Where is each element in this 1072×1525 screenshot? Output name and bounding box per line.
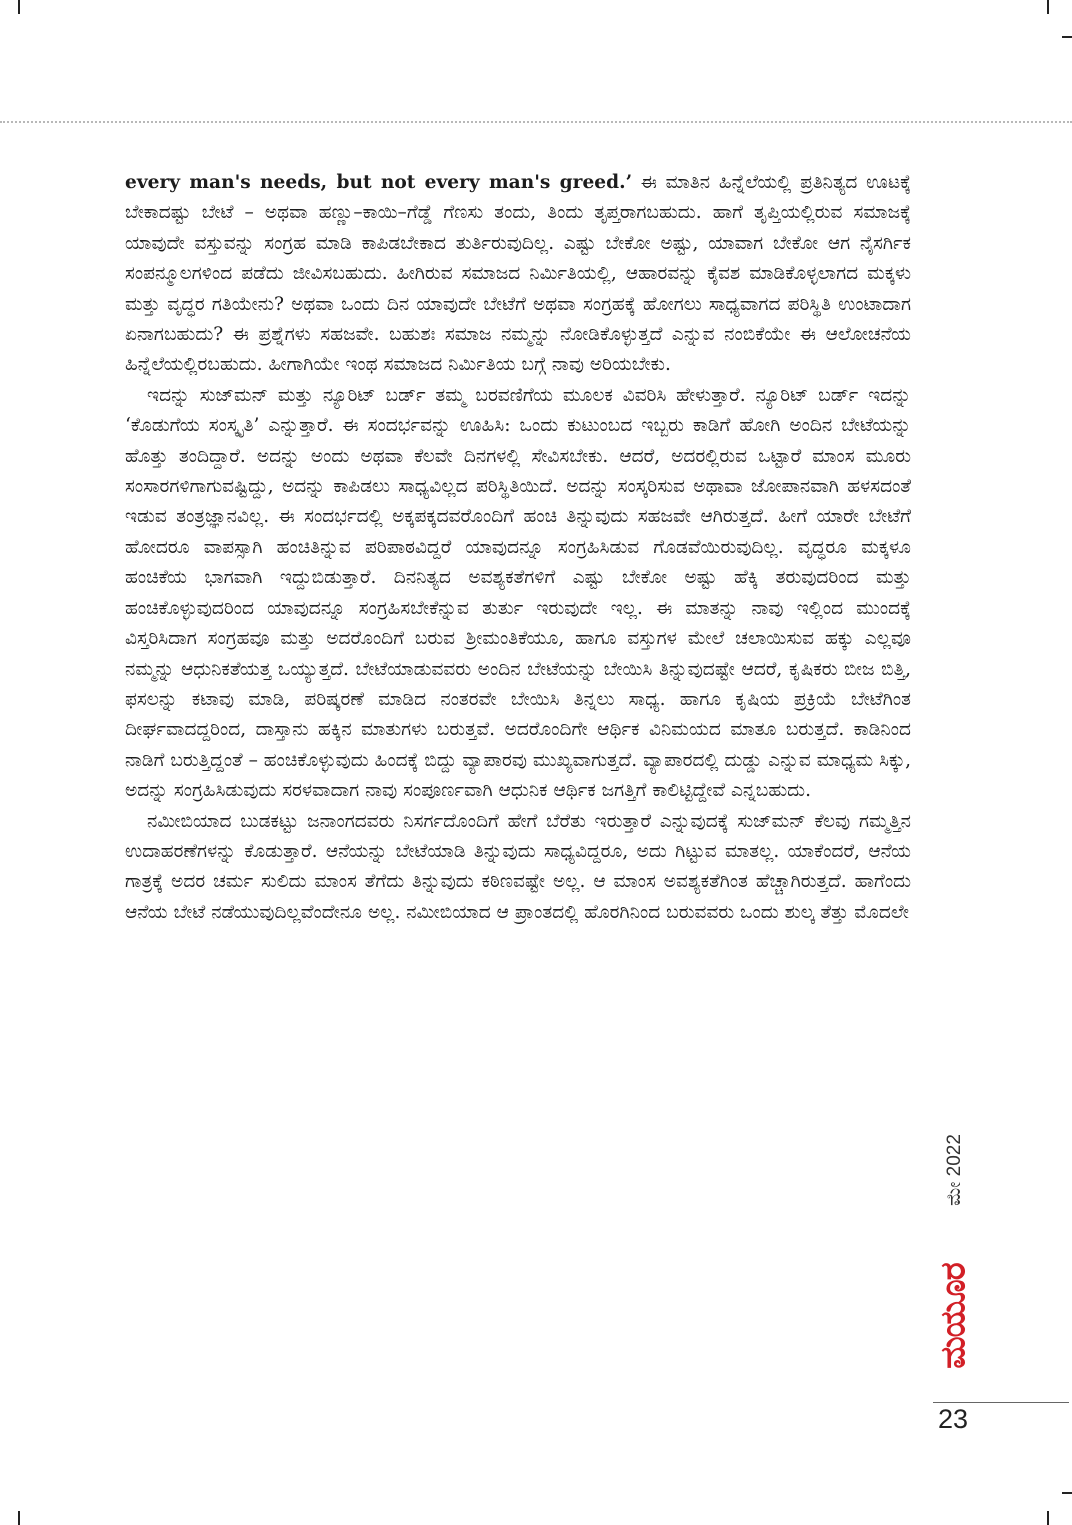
crop-mark-right-lower [1062, 1492, 1072, 1494]
issue-date [943, 1120, 967, 1220]
magazine-logo [936, 1240, 972, 1392]
crop-mark-bottom-left [18, 1511, 20, 1525]
header-dotted-rule [0, 121, 1072, 123]
page-number: 23 [938, 1404, 969, 1434]
crop-mark-right-upper [1062, 36, 1072, 38]
crop-mark-top-right [1047, 0, 1049, 14]
quote-tail: every man's needs, but not every man's greed.’ [125, 172, 633, 193]
article-body [125, 168, 911, 928]
crop-mark-top-left [18, 0, 20, 14]
paragraph-2: ಇದನ್ನು ಸುಜ್‌ಮನ್ ಮತ್ತು ನ್ಯೂರಿಟ್ ಬರ್ಡ್ ತಮ್ಮ ಬರವಣಿಗೆಯ ಮೂಲಕ ವಿವರಿಸಿ ಹೇಳುತ್ತಾರೆ. ನ್ಯೂರಿಟ್ ಬರ್ಡ್ ಇದನ್ನು ‘ಕೊಡುಗೆಯ ಸಂಸ್ಕೃತಿ’ ಎನ್ನುತ್ತಾರೆ. ಈ ಸಂದರ್ಭವನ್ನು ಊಹಿಸಿ: ಒಂದು ಕುಟುಂಬದ ಇಬ್ಬರು ಕಾಡಿಗೆ ಹೋಗಿ ಅಂದಿನ ಬೇಟೆಯನ್ನು ಹೊತ್ತು ತಂದಿದ್ದಾರೆ. ಅದನ್ನು ಅಂದು ಅಥವಾ ಕೆಲವೇ ದಿನಗಳಲ್ಲಿ ಸೇವಿಸಬೇಕು. ಆದರೆ, ಅದರಲ್ಲಿರುವ ಒಟ್ಟಾರೆ ಮಾಂಸ ಮೂರು ಸಂಸಾರಗಳಿಗಾಗುವಷ್ಟಿದ್ದು, ಅದನ್ನು ಕಾಪಿಡಲು ಸಾಧ್ಯವಿಲ್ಲದ ಪರಿಸ್ಥಿತಿಯಿದೆ. ಅದನ್ನು ಸಂಸ್ಕರಿಸುವ ಅಥಾವಾ ಜೋಪಾನವಾಗಿ ಹಳಸದಂತೆ ಇಡುವ ತಂತ್ರಜ್ಞಾನವಿಲ್ಲ. ಈ ಸಂದರ್ಭದಲ್ಲಿ ಅಕ್ಕಪಕ್ಕದವರೊಂದಿಗೆ ಹಂಚಿ ತಿನ್ನುವುದು ಸಹಜವೇ ಆಗಿರುತ್ತದೆ. ಹೀಗೆ ಯಾರೇ ಬೇಟೆಗೆ ಹೋದರೂ ವಾಪಸ್ಸಾಗಿ ಹಂಚಿತಿನ್ನುವ ಪರಿಪಾಠವಿದ್ದರೆ ಯಾವುದನ್ನೂ ಸಂಗ್ರಹಿಸಿಡುವ ಗೊಡವೆಯಿರುವುದಿಲ್ಲ. ವೃದ್ಧರೂ ಮಕ್ಕಳೂ ಹಂಚಿಕೆಯ ಭಾಗವಾಗಿ ಇದ್ದುಬಿಡುತ್ತಾರೆ. ದಿನನಿತ್ಯದ ಅವಶ್ಯಕತೆಗಳಿಗೆ ಎಷ್ಟು ಬೇಕೋ ಅಷ್ಟು ಹೆಕ್ಕಿ ತರುವುದರಿಂದ ಮತ್ತು ಹಂಚಿಕೊಳ್ಳುವುದರಿಂದ ಯಾವುದನ್ನೂ ಸಂಗ್ರಹಿಸಬೇಕೆನ್ನುವ ತುರ್ತು ಇರುವುದೇ ಇಲ್ಲ. ಈ ಮಾತನ್ನು ನಾವು ಇಲ್ಲಿಂದ ಮುಂದಕ್ಕೆ ವಿಸ್ತರಿಸಿದಾಗ ಸಂಗ್ರಹವೂ ಮತ್ತು ಅದರೊಂದಿಗೆ ಬರುವ ಶ್ರೀಮಂತಿಕೆಯೂ, ಹಾಗೂ ವಸ್ತುಗಳ ಮೇಲೆ ಚಲಾಯಿಸುವ ಹಕ್ಕು ಎಲ್ಲವೂ ನಮ್ಮನ್ನು ಆಧುನಿಕತೆಯತ್ತ ಒಯ್ಯುತ್ತದೆ. ಬೇಟೆಯಾಡುವವರು ಅಂದಿನ ಬೇಟೆಯನ್ನು ಬೇಯಿಸಿ ತಿನ್ನುವುದಷ್ಟೇ ಆದರೆ, ಕೃಷಿಕರು ಬೀಜ ಬಿತ್ತಿ, ಫಸಲನ್ನು ಕಟಾವು ಮಾಡಿ, ಪರಿಷ್ಕರಣೆ ಮಾಡಿದ ನಂತರವೇ ಬೇಯಿಸಿ ತಿನ್ನಲು ಸಾಧ್ಯ. ಹಾಗೂ ಕೃಷಿಯ ಪ್ರಕ್ರಿಯೆ ಬೇಟೆಗಿಂತ ದೀರ್ಘವಾದದ್ದರಿಂದ, ದಾಸ್ತಾನು ಹಕ್ಕಿನ ಮಾತುಗಳು ಬರುತ್ತವೆ. ಅದರೊಂದಿಗೇ ಆರ್ಥಿಕ ವಿನಿಮಯದ ಮಾತೂ ಬರುತ್ತದೆ. ಕಾಡಿನಿಂದ ನಾಡಿಗೆ ಬರುತ್ತಿದ್ದಂತೆ – ಹಂಚಿಕೊಳ್ಳುವುದು ಹಿಂದಕ್ಕೆ ಬಿದ್ದು ವ್ಯಾಪಾರವು ಮುಖ್ಯವಾಗುತ್ತದೆ. ವ್ಯಾಪಾರದಲ್ಲಿ ದುಡ್ಡು ಎನ್ನುವ ಮಾಧ್ಯಮ ಸಿಕ್ಕು, ಅದನ್ನು ಸಂಗ್ರಹಿಸಿಡುವುದು ಸರಳವಾದಾಗ ನಾವು ಸಂಪೂರ್ಣವಾಗಿ ಆಧುನಿಕ ಆರ್ಥಿಕ ಜಗತ್ತಿಗೆ ಕಾಲಿಟ್ಟಿದ್ದೇವೆ ಎನ್ನಬಹುದು. [125, 384, 911, 802]
crop-mark-bottom-right [1047, 1511, 1049, 1525]
paragraph-3: ನಮೀಬಿಯಾದ ಬುಡಕಟ್ಟು ಜನಾಂಗದವರು ನಿಸರ್ಗದೊಂದಿಗೆ ಹೇಗೆ ಬೆರೆತು ಇರುತ್ತಾರೆ ಎನ್ನುವುದಕ್ಕೆ ಸುಜ್‌ಮನ್ ಕೆಲವು ಗಮ್ಮತ್ತಿನ ಉದಾಹರಣೆಗಳನ್ನು ಕೊಡುತ್ತಾರೆ. ಆನೆಯನ್ನು ಬೇಟೆಯಾಡಿ ತಿನ್ನುವುದು ಸಾಧ್ಯವಿದ್ದರೂ, ಅದು ಗಿಟ್ಟುವ ಮಾತಲ್ಲ. ಯಾಕೆಂದರೆ, ಆನೆಯ ಗಾತ್ರಕ್ಕೆ ಅದರ ಚರ್ಮ ಸುಲಿದು ಮಾಂಸ ತೆಗೆದು ತಿನ್ನುವುದು ಕಠಿಣವಷ್ಟೇ ಅಲ್ಲ. ಆ ಮಾಂಸ ಅವಶ್ಯಕತೆಗಿಂತ ಹೆಚ್ಚಾಗಿರುತ್ತದೆ. ಹಾಗೆಂದು ಆನೆಯ ಬೇಟೆ ನಡೆಯುವುದಿಲ್ಲವೆಂದೇನೂ ಅಲ್ಲ. ನಮೀಬಿಯಾದ ಆ ಪ್ರಾಂತದಲ್ಲಿ ಹೊರಗಿನಿಂದ ಬರುವವರು ಒಂದು ಶುಲ್ಕ ತೆತ್ತು ಮೊದಲೇ [125, 810, 911, 923]
page-number-rule [933, 1402, 1069, 1403]
paragraph-1 [125, 168, 911, 381]
issue-date-text: ಮೇ 2022 [944, 1134, 966, 1206]
paragraph-1-text: ಈ ಮಾತಿನ ಹಿನ್ನೆಲೆಯಲ್ಲಿ ಪ್ರತಿನಿತ್ಯದ ಊಟಕ್ಕೆ ಬೇಕಾದಷ್ಟು ಬೇಟೆ – ಅಥವಾ ಹಣ್ಣು–ಕಾಯಿ–ಗೆಡ್ಡೆ ಗೆಣಸು ತಂದು, ತಿಂದು ತೃಪ್ತರಾಗಬಹುದು. ಹಾಗೆ ತೃಪ್ತಿಯಲ್ಲಿರುವ ಸಮಾಜಕ್ಕೆ ಯಾವುದೇ ವಸ್ತುವನ್ನು ಸಂಗ್ರಹ ಮಾಡಿ ಕಾಪಿಡಬೇಕಾದ ತುರ್ತಿರುವುದಿಲ್ಲ. ಎಷ್ಟು ಬೇಕೋ ಅಷ್ಟು, ಯಾವಾಗ ಬೇಕೋ ಆಗ ನೈಸರ್ಗಿಕ ಸಂಪನ್ಮೂಲಗಳಿಂದ ಪಡೆದು ಜೀವಿಸಬಹುದು. ಹೀಗಿರುವ ಸಮಾಜದ ನಿರ್ಮಿತಿಯಲ್ಲಿ, ಆಹಾರವನ್ನು ಕೈವಶ ಮಾಡಿಕೊಳ್ಳಲಾಗದ ಮಕ್ಕಳು ಮತ್ತು ವೃದ್ಧರ ಗತಿಯೇನು? ಅಥವಾ ಒಂದು ದಿನ ಯಾವುದೇ ಬೇಟೆಗೆ ಅಥವಾ ಸಂಗ್ರಹಕ್ಕೆ ಹೋಗಲು ಸಾಧ್ಯವಾಗದ ಪರಿಸ್ಥಿತಿ ಉಂಟಾದಾಗ ಏನಾಗಬಹುದು? ಈ ಪ್ರಶ್ನೆಗಳು ಸಹಜವೇ. ಬಹುಶಃ ಸಮಾಜ ನಮ್ಮನ್ನು ನೋಡಿಕೊಳ್ಳುತ್ತದೆ ಎನ್ನುವ ನಂಬಿಕೆಯೇ ಈ ಆಲೋಚನೆಯ ಹಿನ್ನೆಲೆಯಲ್ಲಿರಬಹುದು. ಹೀಗಾಗಿಯೇ ಇಂಥ ಸಮಾಜದ ನಿರ್ಮಿತಿಯ ಬಗ್ಗೆ ನಾವು ಅರಿಯಬೇಕು. [125, 172, 912, 376]
magazine-logo-text: ಮಯೂರ [934, 1263, 974, 1369]
